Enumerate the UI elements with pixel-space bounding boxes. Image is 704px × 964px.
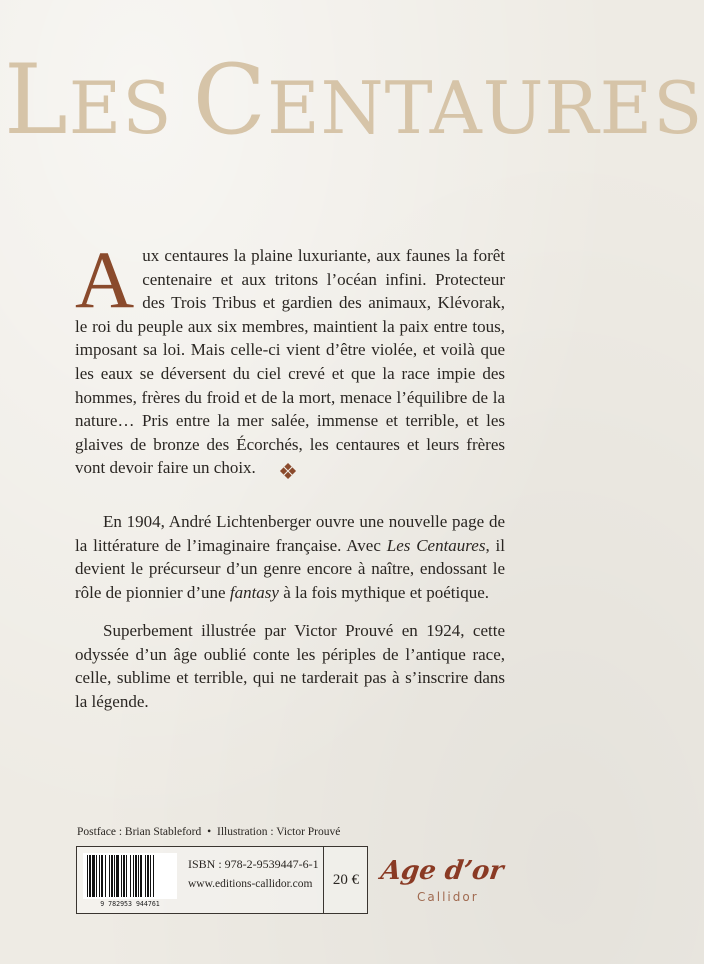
blurb-paragraph-1-text: ux centaures la plaine luxuriante, aux faunes la forêt centenaire et aux tritons l’océan infini. Protecteur des Trois Tribus et gardien des animaux, Klévorak, le roi du peuple aux six membres, maintient la paix entre tous, imposant sa loi. Mais celle-ci vient d’être violée, et voilà que les eaux se déversent du ciel crevé et que la race impie des hommes, frères du froid et de la mort, menace l’équilibre de la nature… Pris entre la mer salée, immense et terrible, et les glaives de bronze des Écorchés, les centaures et leurs frères vont devoir faire un choix. [75, 246, 505, 478]
publisher-logo-script: Age d’or [378, 856, 506, 886]
blurb-paragraph-3: Superbement illustrée par Victor Prouvé en 1924, cette odyssée d’un âge oublié conte les périples de l’antique race, celle, sublime et terrible, qui ne tarderait pas à s’inscrire dans la légende. [75, 621, 505, 711]
isbn-text: ISBN : 978-2-9539447-6-1 [188, 857, 319, 871]
title-initial-l: L [4, 44, 69, 156]
blurb-paragraph-1 [75, 234, 505, 480]
p2-text-e: à la fois mythique et poétique. [278, 582, 490, 602]
website-text: www.editions-callidor.com [188, 878, 313, 890]
postface-credit: Postface : Brian Stableford [77, 826, 202, 838]
drop-cap: A [75, 234, 135, 325]
price: 20 € [332, 871, 360, 888]
barcode-number: 9 782953 944761 [100, 900, 160, 908]
barcode [83, 853, 177, 899]
ornament-icon: ❖ [278, 459, 298, 484]
title-entaures: ENTAURES [267, 66, 704, 150]
p2-fantasy: fantasy [229, 582, 279, 602]
p2-text-a: En 1904, André Lichtenberger ouvre une nouvelle page de la littérature de l’imaginaire française. Avec [75, 512, 505, 555]
publisher-logo [378, 856, 506, 916]
p2-book-title: Les Centaures [386, 535, 486, 555]
price-box [323, 847, 368, 913]
illustration-credit: Illustration : Victor Prouvé [217, 826, 341, 838]
publisher-name: Callidor [417, 890, 479, 904]
credits-separator: • [207, 826, 212, 838]
p2-text-c: , il devient le précurseur d’un genre encore à naître, endossant le rôle de pionnier d’une [75, 535, 506, 602]
blurb-paragraph-2 [75, 510, 505, 604]
credits-line [77, 826, 340, 838]
book-title [4, 44, 704, 156]
title-initial-c: C [192, 44, 268, 156]
title-es: ES [68, 66, 173, 150]
isbn-info-box [76, 846, 368, 914]
